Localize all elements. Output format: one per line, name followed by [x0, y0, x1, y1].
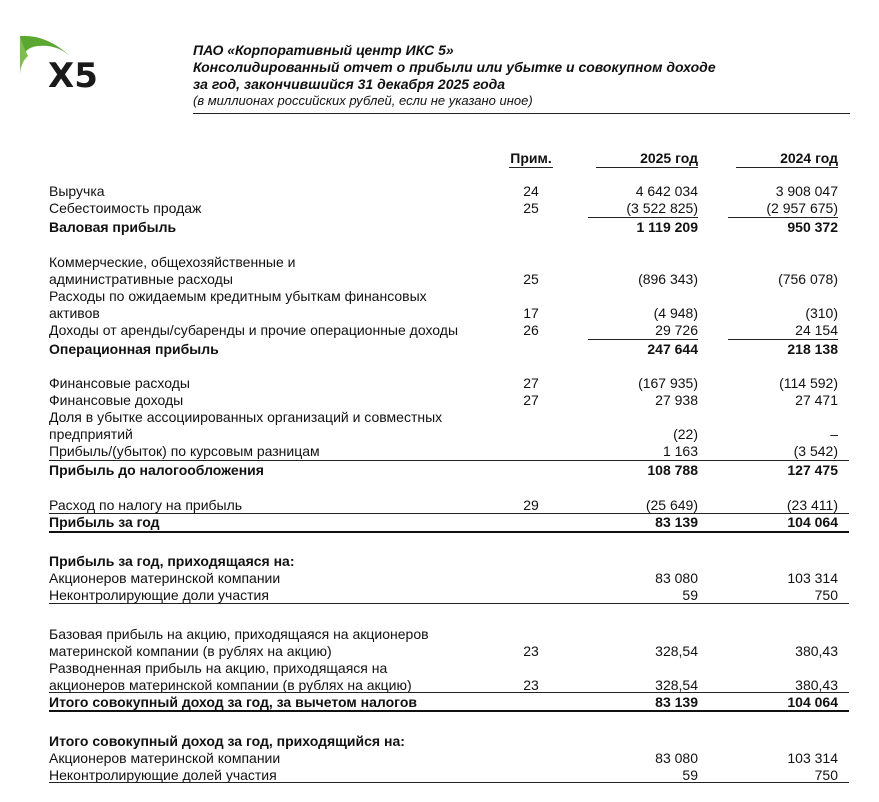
- row-label: Прибыль до налогообложения: [49, 462, 264, 478]
- column-header-2024: 2024 год: [780, 150, 838, 166]
- row-value-2024: (114 592): [779, 375, 838, 391]
- row-value-2024: 950 372: [787, 219, 838, 235]
- row-label: Выручка: [49, 183, 105, 199]
- row-label: Прибыль за год, приходящаяся на:: [49, 553, 295, 569]
- row-value-2024: (23 411): [786, 497, 838, 513]
- row-label: Разводненная прибыль на акцию, приходящаяся на: [49, 660, 388, 676]
- row-value-2024: 24 154: [795, 322, 838, 338]
- table-row: [0, 409, 879, 426]
- row-value-2024: 380,43: [795, 643, 838, 659]
- row-value-2024: 380,43: [795, 677, 838, 693]
- row-value-2024: 27 471: [795, 392, 838, 408]
- table-row: [0, 570, 879, 587]
- row-note: 27: [523, 392, 539, 408]
- section-rule-thick: [49, 531, 849, 533]
- row-label: Доходы от аренды/субаренды и прочие операционные доходы: [49, 322, 459, 338]
- table-row: [0, 660, 879, 677]
- row-value-2024: 750: [814, 767, 838, 783]
- row-label: Финансовые доходы: [49, 392, 184, 408]
- row-value-2025: 29 726: [655, 322, 698, 338]
- row-value-2025: 59: [682, 587, 698, 603]
- x5-logo-text: X5: [48, 56, 98, 96]
- table-row: [0, 587, 879, 604]
- row-note: 24: [523, 183, 539, 199]
- column-header-note: Прим.: [510, 150, 552, 166]
- x5-logo-mark: [18, 34, 118, 96]
- table-row: [0, 443, 879, 460]
- row-value-2024: –: [830, 426, 838, 442]
- table-row: [0, 694, 879, 711]
- rule-2025-header: [596, 167, 698, 168]
- row-value-2025: 1 119 209: [636, 219, 698, 235]
- row-label: Прибыль/(убыток) по курсовым разницам: [49, 443, 320, 459]
- row-label: Базовая прибыль на акцию, приходящаяся на акционеров: [49, 626, 429, 642]
- row-value-2024: 218 138: [787, 341, 838, 357]
- row-value-2025: (896 343): [638, 271, 698, 287]
- table-row: [0, 426, 879, 443]
- row-note: 25: [523, 200, 539, 216]
- row-value-2025: 27 938: [655, 392, 698, 408]
- report-units: (в миллионах российских рублей, если не указано иное): [193, 93, 533, 108]
- row-value-2025: 1 163: [662, 443, 698, 459]
- x5-logo: [18, 34, 118, 96]
- row-label: Акционеров материнской компании: [49, 570, 281, 586]
- row-value-2024: (310): [805, 305, 838, 321]
- row-value-2024: (2 957 675): [766, 200, 838, 216]
- row-value-2025: (25 649): [645, 497, 698, 513]
- rule-2025: [588, 217, 698, 218]
- column-header-row: [0, 150, 879, 167]
- row-value-2025: (167 935): [638, 375, 698, 391]
- rule-2025: [588, 339, 698, 340]
- row-value-2025: 59: [682, 767, 698, 783]
- row-value-2024: 750: [814, 587, 838, 603]
- rule-note-header: [509, 167, 553, 168]
- section-rule: [49, 460, 849, 461]
- row-note: 23: [523, 643, 539, 659]
- row-value-2024: 103 314: [787, 570, 838, 586]
- report-header: [193, 42, 853, 108]
- row-label: Коммерческие, общехозяйственные и: [49, 254, 296, 270]
- row-value-2024: 3 908 047: [775, 183, 838, 199]
- row-value-2025: 83 139: [655, 514, 698, 530]
- row-value-2025: 328,54: [655, 643, 698, 659]
- row-note: 23: [523, 677, 539, 693]
- table-row: [0, 392, 879, 409]
- row-value-2025: 4 642 034: [635, 183, 698, 199]
- row-note: 27: [523, 375, 539, 391]
- row-note: 17: [523, 305, 539, 321]
- row-note: 29: [523, 497, 539, 513]
- row-value-2025: (4 948): [653, 305, 698, 321]
- row-value-2024: 104 064: [787, 694, 838, 710]
- row-note: 26: [523, 322, 539, 338]
- section-rule: [49, 603, 849, 604]
- row-label: Итого совокупный доход за год, за вычетом налогов: [49, 694, 417, 710]
- rule-2024: [728, 339, 838, 340]
- table-row: [0, 183, 879, 200]
- table-row: [0, 341, 879, 358]
- row-value-2024: 104 064: [787, 514, 838, 530]
- table-row: [0, 733, 879, 750]
- row-label: Финансовые расходы: [49, 375, 190, 391]
- table-row: [0, 375, 879, 392]
- row-value-2024: 103 314: [787, 750, 838, 766]
- row-label: Расход по налогу на прибыль: [49, 497, 243, 513]
- header-rule: [193, 113, 850, 114]
- row-label: акционеров материнской компании (в рублях на акцию): [49, 677, 412, 693]
- section-rule: [49, 513, 849, 514]
- row-value-2025: (3 522 825): [626, 200, 698, 216]
- row-label: Прибыль за год: [49, 514, 160, 530]
- row-label: Неконтролирующие доли участия: [49, 587, 269, 603]
- row-label: активов: [49, 305, 100, 321]
- section-rule: [49, 692, 849, 693]
- row-label: Расходы по ожидаемым кредитным убыткам финансовых: [49, 288, 427, 304]
- row-value-2025: 83 080: [655, 750, 698, 766]
- table-row: [0, 553, 879, 570]
- row-label: Итого совокупный доход за год, приходящийся на:: [49, 733, 405, 749]
- row-label: Неконтролирующие долей участия: [49, 767, 277, 783]
- row-value-2024: (756 078): [778, 271, 838, 287]
- table-row: [0, 219, 879, 236]
- table-row: [0, 271, 879, 288]
- row-label: предприятий: [49, 426, 133, 442]
- row-value-2024: 127 475: [787, 462, 838, 478]
- row-label: Валовая прибыль: [49, 219, 177, 235]
- company-name: ПАО «Корпоративный центр ИКС 5»: [193, 42, 454, 58]
- table-row: [0, 643, 879, 660]
- rule-2024-header: [736, 167, 838, 168]
- report-period: за год, закончившийся 31 декабря 2025 года: [193, 76, 506, 92]
- row-note: 25: [523, 271, 539, 287]
- row-value-2025: 247 644: [647, 341, 698, 357]
- table-row: [0, 497, 879, 514]
- table-row: [0, 514, 879, 531]
- column-header-2025: 2025 год: [640, 150, 698, 166]
- table-row: [0, 254, 879, 271]
- row-value-2025: 83 139: [655, 694, 698, 710]
- section-rule-thick: [49, 710, 849, 712]
- row-label: Доля в убытке ассоциированных организаций и совместных: [49, 409, 443, 425]
- table-row: [0, 462, 879, 479]
- table-row: [0, 200, 879, 217]
- row-value-2025: 108 788: [647, 462, 698, 478]
- row-value-2024: (3 542): [793, 443, 838, 459]
- row-value-2025: (22): [673, 426, 698, 442]
- table-row: [0, 626, 879, 643]
- row-value-2025: 328,54: [655, 677, 698, 693]
- table-row: [0, 305, 879, 322]
- row-label: Акционеров материнской компании: [49, 750, 281, 766]
- row-label: Себестоимость продаж: [49, 200, 202, 216]
- row-value-2025: 83 080: [655, 570, 698, 586]
- report-title: Консолидированный отчет о прибыли или убытке и совокупном доходе: [193, 59, 716, 75]
- row-label: материнской компании (в рублях на акцию): [49, 643, 332, 659]
- table-row: [0, 288, 879, 305]
- section-rule: [49, 782, 849, 783]
- row-label: Операционная прибыль: [49, 341, 219, 357]
- table-row: [0, 750, 879, 767]
- table-row: [0, 322, 879, 339]
- rule-2024: [728, 217, 838, 218]
- row-label: административные расходы: [49, 271, 233, 287]
